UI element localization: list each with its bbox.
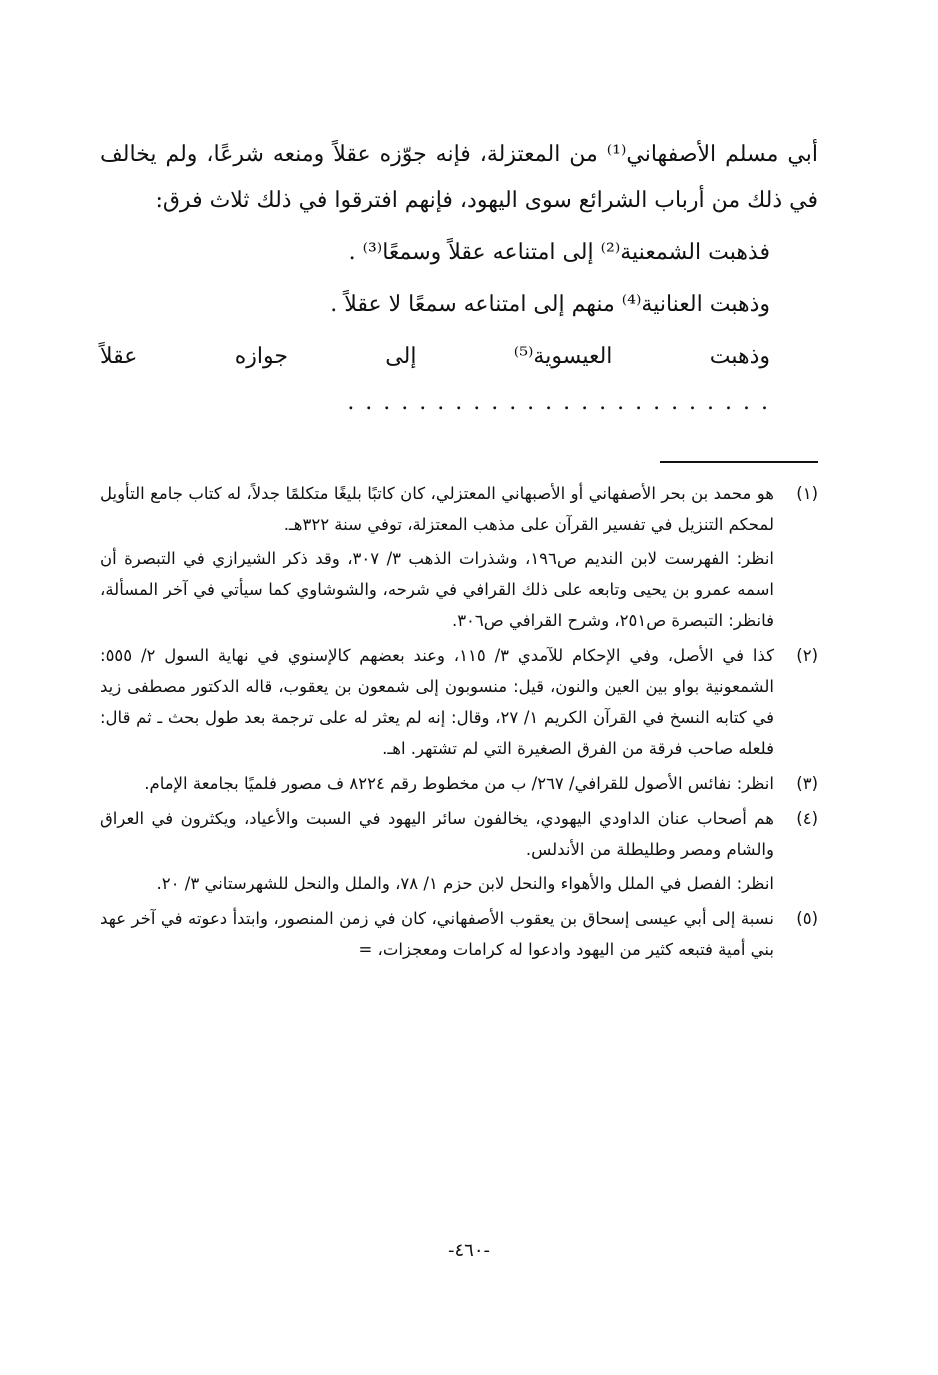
footnote-text: كذا في الأصل، وفي الإحكام للآمدي ٣/ ١١٥، وعند بعضهم كالإسنوي في نهاية السول ٢/ ٥٥٥: الشمعونية بواو بين العين والنون، قيل: منسوبون إلى شمعون بن يعقوب، قاله الدكتور مصطفى زيد في كتابه النسخ في القرآن الكريم ١/ ٢٧، وقال: إنه لم يعثر له على ترجمة بعد طول بحث ـ ثم قال: فلعله صاحب فرقة من الفرق الصغيرة التي لم تشتهر. اهـ.: [100, 646, 774, 758]
footnote-number: (٥): [796, 909, 818, 928]
main-paragraph-2: فذهبت الشمعنية⁽²⁾ إلى امتناعه عقلاً وسمعًا⁽³⁾ .: [348, 240, 770, 265]
page-number: -٤٦٠-: [447, 1240, 490, 1261]
footnote-5: [100, 903, 818, 965]
main-paragraph-3: وذهبت العنانية⁽⁴⁾ منهم إلى امتناعه سمعًا لا عقلاً .: [330, 292, 770, 317]
footnote-text: هو محمد بن بحر الأصفهاني أو الأصبهاني المعتزلي، كان كاتبًا بليغًا متكلمًا جدلاً، له كتاب جامع التأويل لمحكم التنزيل في تفسير القرآن على مذهب المعتزلة، توفي سنة ٣٢٢هـ.: [100, 484, 774, 534]
footnote-2: [100, 640, 818, 764]
main-paragraph-1: أبي مسلم الأصفهاني⁽¹⁾ من المعتزلة، فإنه جوّزه عقلاً ومنعه شرعًا، ولم يخالف في ذلك من أرباب الشرائع سوى اليهود، فإنهم افترقوا في ذلك ثلاث فرق:: [100, 142, 818, 213]
footnote-text: انظر: نفائس الأصول للقرافي/ ٢٦٧/ ب من مخطوط رقم ٨٢٢٤ ف مصور فلميًا بجامعة الإمام.: [144, 774, 774, 793]
footnote-4: [100, 803, 818, 899]
continuation-dots: . . . . . . . . . . . . . . . . . . . . . . . .: [347, 390, 770, 415]
footnote-number: (٣): [796, 774, 818, 793]
footnote-text: انظر: الفصل في الملل والأهواء والنحل لابن حزم ١/ ٧٨، والملل والنحل للشهرستاني ٣/ ٢٠.: [156, 874, 774, 893]
footnote-text: نسبة إلى أبي عيسى إسحاق بن يعقوب الأصفهاني، كان في زمن المنصور، وابتدأ دعوته في آخر عهد بني أمية فتبعه كثير من اليهود وادعوا له كرامات ومعجزات، =: [100, 909, 774, 959]
footnote-text: هم أصحاب عنان الداودي اليهودي، يخالفون سائر اليهود في السبت والأعياد، ويكثرون في العراق والشام ومصر وطليطلة من الأندلس.: [100, 809, 774, 859]
footnote-number: (٢): [796, 646, 818, 665]
main-paragraph-4-text: وذهبت العيسوية⁽⁵⁾ إلى جوازه عقلاً: [100, 344, 770, 369]
footnote-text: انظر: الفهرست لابن النديم ص١٩٦، وشذرات الذهب ٣/ ٣٠٧، وقد ذكر الشيرازي في التبصرة أن اسمه عمرو بن يحيى وتابعه على ذلك القرافي في شرحه، والشوشاوي كما سيأتي في آخر المسألة، فانظر: التبصرة ص٢٥١، وشرح القرافي ص٣٠٦.: [100, 549, 775, 630]
footnote-separator: [660, 461, 818, 463]
footnote-number: (١): [796, 484, 818, 503]
main-paragraph-4: [100, 334, 818, 426]
footnote-1: [100, 478, 818, 636]
footnote-3: [100, 768, 818, 799]
footnote-number: (٤): [796, 809, 818, 828]
main-text: [100, 132, 818, 426]
footnotes: [100, 478, 818, 965]
